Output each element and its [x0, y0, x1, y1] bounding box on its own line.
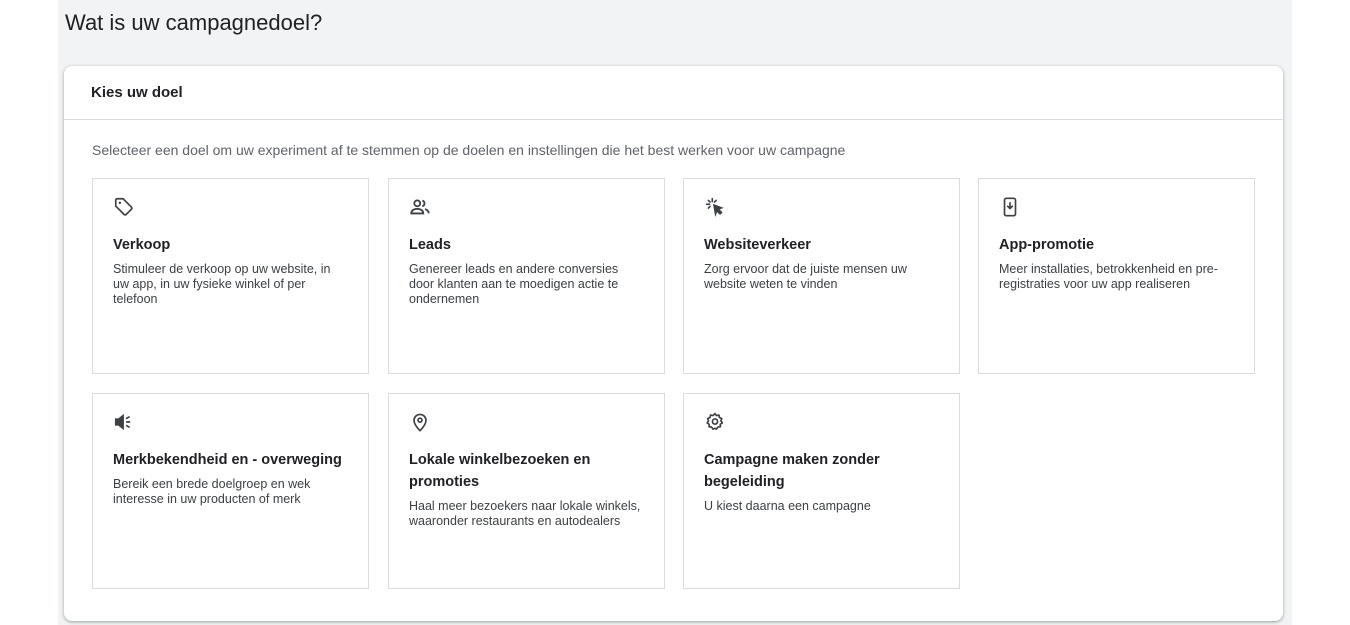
goal-card-merkbekendheid[interactable]: [92, 393, 369, 589]
goal-card-description: Haal meer bezoekers naar lokale winkels, waaronder restaurants en autodealers: [409, 499, 641, 528]
goal-card-title: Verkoop: [113, 237, 171, 253]
panel-subtitle: Selecteer een doel om uw experiment af te stemmen op de doelen en instellingen die het best werken voor uw campagne: [92, 142, 846, 158]
goal-card-app-promotie[interactable]: [978, 178, 1255, 374]
goal-card-description: Genereer leads en andere conversies door klanten aan te moedigen actie te ondernemen: [409, 262, 619, 306]
page-title: Wat is uw campagnedoel?: [65, 10, 323, 35]
location-pin-icon: [409, 411, 431, 433]
goal-card-title: Lokale winkelbezoeken en promoties: [409, 452, 591, 490]
goal-card-title: Leads: [409, 237, 451, 253]
panel-header: [64, 66, 1283, 120]
goal-card-title: Websiteverkeer: [704, 237, 811, 253]
goal-card-description: U kiest daarna een campagne: [704, 499, 871, 513]
cursor-click-icon: [704, 196, 726, 218]
goal-card-description: Bereik een brede doelgroep en wek interesse in uw producten of merk: [113, 477, 311, 506]
people-icon: [409, 196, 431, 218]
megaphone-icon: [113, 411, 135, 433]
gear-icon: [704, 411, 726, 433]
goal-selection-panel: [64, 66, 1283, 621]
panel-title: Kies uw doel: [91, 84, 183, 101]
goal-card-verkoop[interactable]: [92, 178, 369, 374]
goal-card-description: Zorg ervoor dat de juiste mensen uw website weten te vinden: [704, 262, 907, 291]
goal-card-title: App-promotie: [999, 237, 1095, 253]
phone-download-icon: [999, 196, 1021, 218]
goal-card-description: Meer installaties, betrokkenheid en pre-registraties voor uw app realiseren: [999, 262, 1218, 291]
goal-card-leads[interactable]: [388, 178, 665, 374]
goal-card-zonder-begeleiding[interactable]: [683, 393, 960, 589]
goal-card-description: Stimuleer de verkoop op uw website, in uw app, in uw fysieke winkel of per telefoon: [113, 262, 331, 306]
tag-icon: [113, 196, 135, 218]
goal-card-title: Merkbekendheid en - overweging: [113, 452, 342, 468]
goal-card-title: Campagne maken zonder begeleiding: [704, 452, 880, 490]
goal-card-lokale-winkelbezoeken[interactable]: [388, 393, 665, 589]
goal-card-websiteverkeer[interactable]: [683, 178, 960, 374]
